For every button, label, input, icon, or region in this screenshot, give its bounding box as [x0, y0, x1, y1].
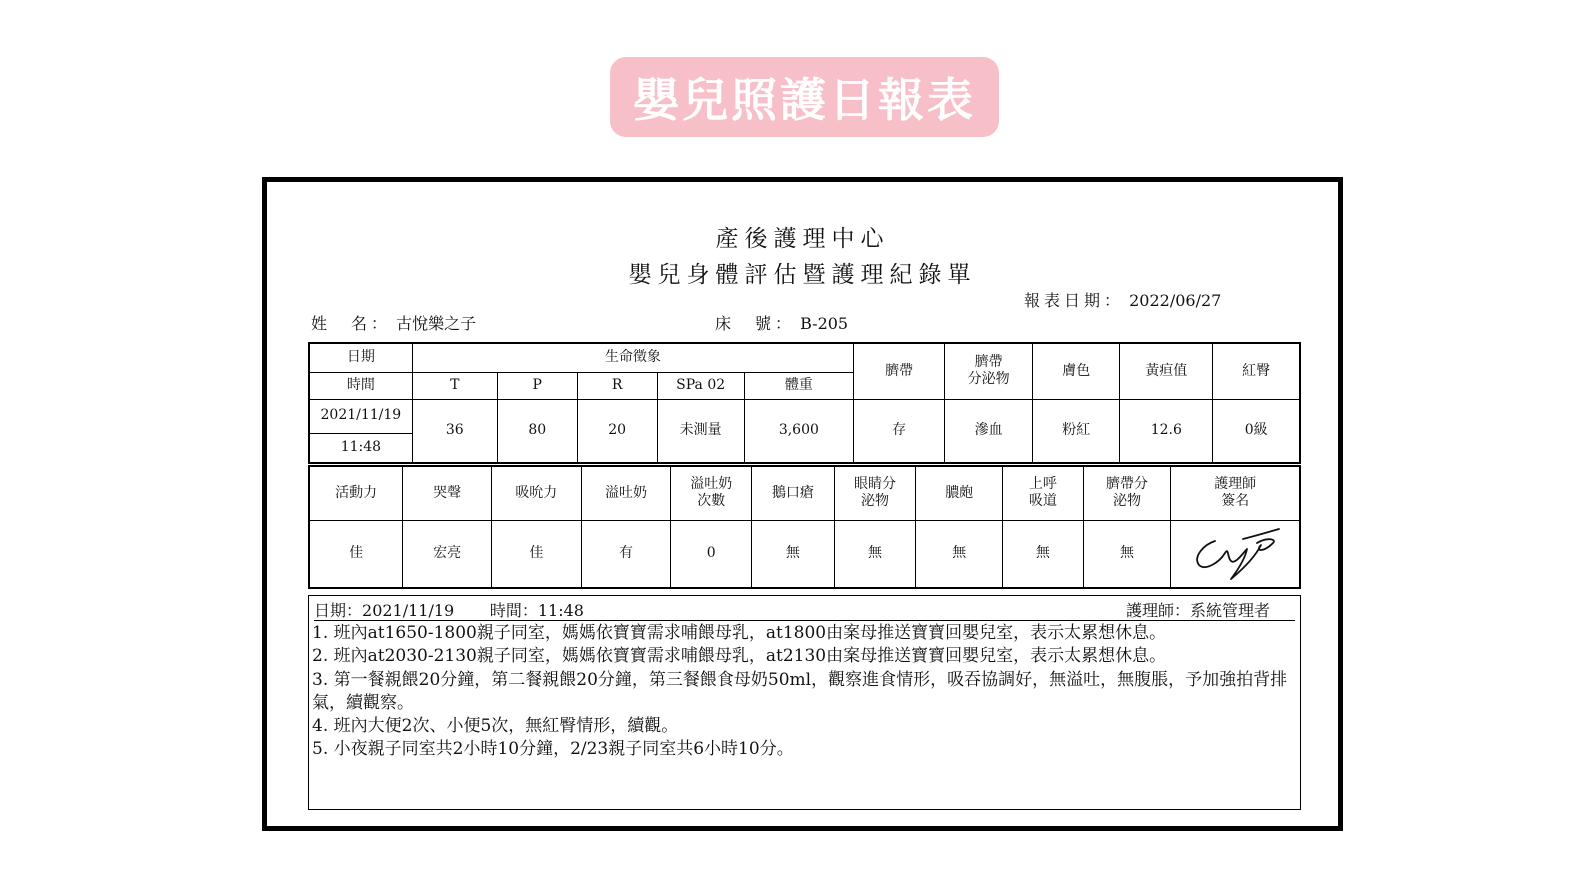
assess-header: 溢吐奶 次數: [671, 466, 752, 520]
notes-time: 11:48: [537, 601, 584, 620]
report-date: 報表日期： 2022/06/27: [1024, 291, 1222, 310]
handwritten-signature: [1185, 523, 1285, 585]
assess-header: 護理師 簽名: [1171, 466, 1300, 520]
note-item: 2. 班內at2030-2130親子同室，媽媽依寶寶需求哺餵母乳，at2130由案母推送寶寶回嬰兒室，表示太累想休息。: [312, 646, 1167, 667]
note-item: 5. 小夜親子同室共2小時10分鐘，2/23親子同室共6小時10分。: [312, 739, 794, 760]
col-header: 體重: [744, 372, 853, 399]
record-time: 11:48: [309, 433, 412, 463]
value-cell: 20: [577, 399, 657, 463]
nursing-record-form: [262, 177, 1343, 831]
assess-value: 0: [671, 520, 752, 588]
assess-header: 鵝口瘡: [752, 466, 835, 520]
value-cell: 36: [412, 399, 497, 463]
record-date: 2021/11/19: [309, 399, 412, 433]
assess-value: 佳: [491, 520, 581, 588]
bed-number: 床 號： B-205: [715, 314, 849, 333]
value-cell: 0級: [1213, 399, 1300, 463]
notes-header: 日期：2021/11/19 時間：11:48 護理師：系統管理者: [314, 598, 1295, 621]
time-header: 時間: [309, 372, 412, 399]
note-item: 1. 班內at1650-1800親子同室，媽媽依寶寶需求哺餵母乳，at1800由案母推送寶寶回嬰兒室，表示太累想休息。: [312, 623, 1167, 643]
col-header: 臍帶 分泌物: [945, 343, 1033, 399]
assess-value: 無: [1003, 520, 1084, 588]
note-item: 3. 第一餐親餵20分鐘，第二餐親餵20分鐘，第三餐餵食母奶50ml，觀察進食情形，吸吞協調好，無溢吐，無腹脹，予加強拍背排氣，續觀察。: [312, 669, 1288, 713]
assess-header: 活動力: [309, 466, 403, 520]
patient-name: 姓 名： 古悅樂之子: [311, 314, 477, 333]
col-header: SPa 02: [657, 372, 744, 399]
value-cell: 存: [854, 399, 945, 463]
value-cell: 12.6: [1120, 399, 1213, 463]
assess-value: 無: [752, 520, 835, 588]
value-cell: 未測量: [657, 399, 744, 463]
assess-header: 臍帶分 泌物: [1083, 466, 1171, 520]
assess-header: 哭聲: [403, 466, 492, 520]
col-header: 黃疸值: [1120, 343, 1213, 399]
col-header: 臍帶: [854, 343, 945, 399]
assess-header: 膿皰: [916, 466, 1003, 520]
assess-header: 眼睛分 泌物: [834, 466, 916, 520]
assess-header: 溢吐奶: [581, 466, 671, 520]
form-title: 嬰兒身體評估暨護理紀錄單: [628, 262, 977, 288]
assess-header: 吸吮力: [491, 466, 581, 520]
notes-date: 2021/11/19: [362, 601, 455, 620]
assess-value: 佳: [309, 520, 403, 588]
nurse-name: 系統管理者: [1189, 601, 1270, 620]
notes-list: [312, 622, 1294, 762]
page-banner: 嬰兒照護日報表: [610, 57, 999, 137]
vitals-group-header: 生命徵象: [412, 343, 853, 372]
assess-value: 有: [581, 520, 671, 588]
assess-value: 宏亮: [403, 520, 492, 588]
note-item: 4. 班內大便2次、小便5次，無紅臀情形，續觀。: [312, 716, 679, 737]
assess-value: 無: [834, 520, 916, 588]
assess-value: 無: [916, 520, 1003, 588]
assess-header: 上呼 吸道: [1003, 466, 1084, 520]
col-header: 紅臀: [1213, 343, 1300, 399]
value-cell: 3,600: [744, 399, 853, 463]
value-cell: 滲血: [945, 399, 1033, 463]
value-cell: 80: [497, 399, 577, 463]
nurse-signature-cell: [1171, 520, 1300, 588]
col-header: P: [497, 372, 577, 399]
col-header: T: [412, 372, 497, 399]
col-header: R: [577, 372, 657, 399]
assessment-table: [308, 465, 1301, 589]
assess-value: 無: [1083, 520, 1171, 588]
date-header: 日期: [309, 343, 412, 372]
value-cell: 粉紅: [1033, 399, 1120, 463]
nursing-notes: [308, 595, 1301, 810]
col-header: 膚色: [1033, 343, 1120, 399]
org-title: 產後護理中心: [715, 226, 890, 252]
vitals-table: [308, 342, 1301, 464]
